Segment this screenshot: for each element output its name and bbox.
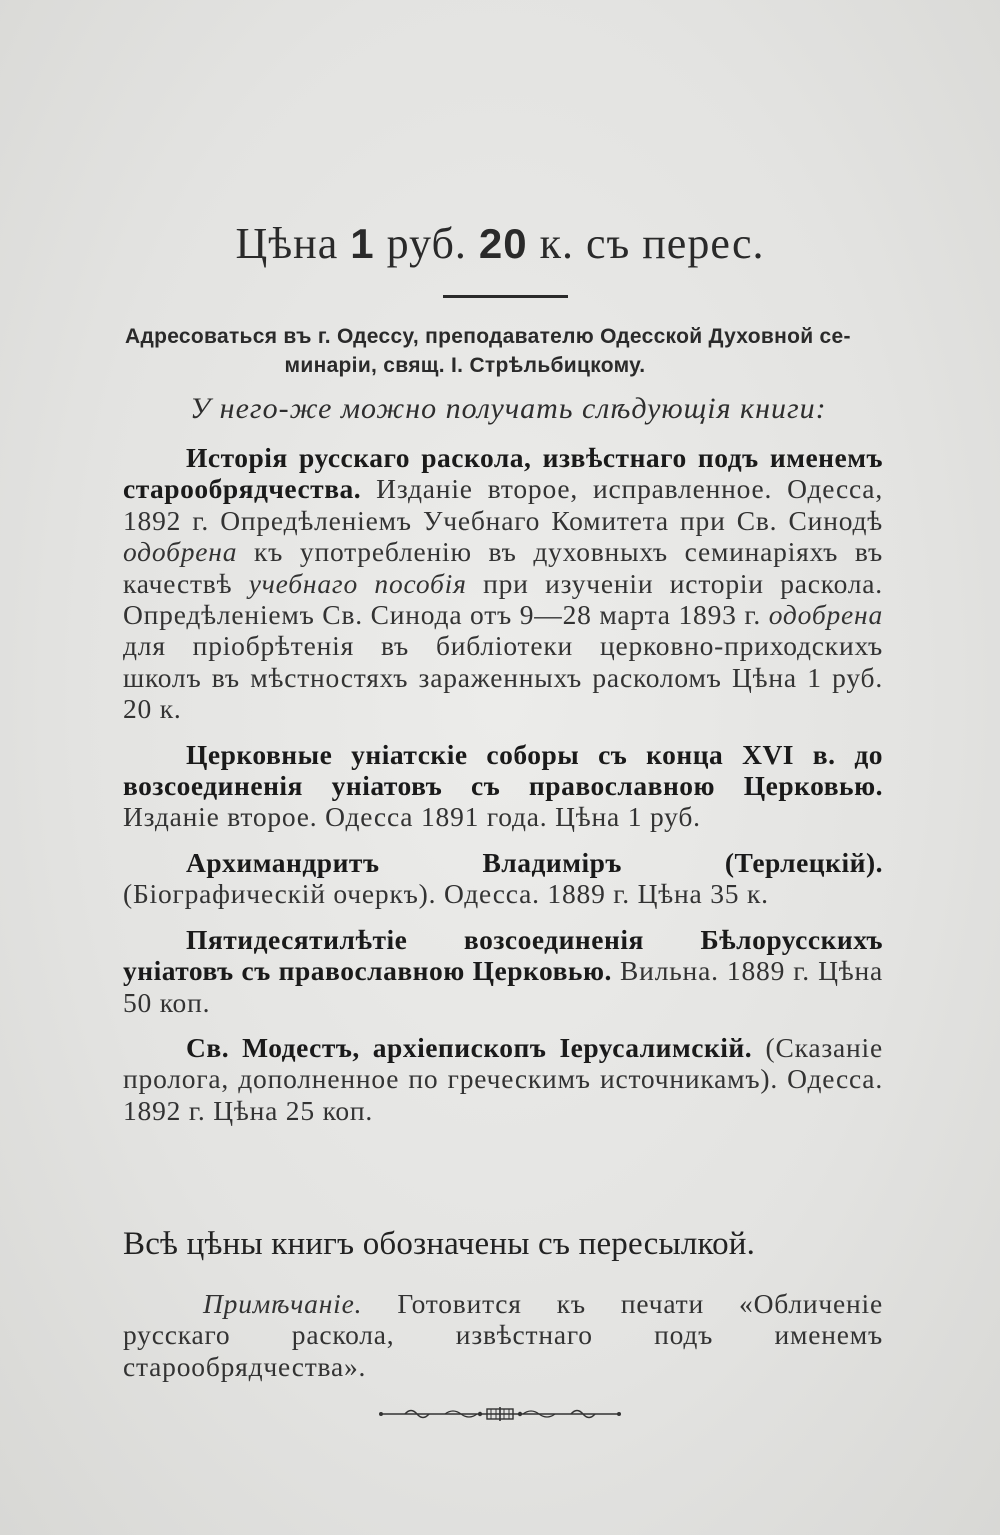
book-text: Изданіе второе. Одесса 1891 года. Цѣна 1 руб. — [123, 801, 701, 833]
note-block — [123, 1288, 883, 1382]
book-title: Пятидесятилѣтіе возсоединенія Бѣлорусскихъ уніатовъ съ православною Церковью. — [123, 923, 883, 987]
book-text: къ употребленію въ духовныхъ семинаріяхъ въ качествѣ — [123, 536, 883, 599]
address-block — [125, 322, 885, 380]
book-text: Вильна. 1889 г. Цѣна 50 коп. — [123, 955, 883, 1018]
book-entry — [123, 847, 883, 910]
address-line-1: Адресоваться въ г. Одессу, преподавателю Одесской Духовной се- — [125, 325, 851, 348]
book-text: для пріобрѣтенія въ библіотеки церковно-приходскихъ школъ въ мѣстностяхъ зараженныхъ расколомъ Цѣна 1 руб. 20 к. — [123, 630, 883, 725]
book-entry — [123, 1032, 883, 1126]
note-text: Готовится къ печати «Обличеніе русскаго раскола, извѣстнаго подъ именемъ старообрядчества». — [123, 1288, 883, 1382]
book-emphasis: учебнаго пособія — [248, 567, 467, 599]
price-suffix: к. съ перес. — [527, 219, 765, 268]
book-entry — [123, 442, 883, 725]
price-line — [0, 218, 1000, 269]
book-entry — [123, 739, 883, 833]
price-prefix: Цѣна — [235, 219, 351, 268]
all-prices-notice: Всѣ цѣны книгъ обозначены съ пересылкой. — [123, 1226, 756, 1262]
book-title: Церковные уніатскіе соборы съ конца XVI в. до возсоединенія уніатовъ съ православною Церковью. — [123, 738, 883, 802]
book-emphasis: одобрена — [123, 536, 238, 568]
divider-rule — [443, 295, 568, 298]
book-list — [123, 442, 883, 1140]
book-text: (Сказаніе пролога, дополненное по греческимъ источникамъ). Одесса. 1892 г. Цѣна 25 коп. — [123, 1031, 883, 1126]
book-title: Архимандритъ Владиміръ (Терлецкій). — [186, 846, 883, 878]
price-rub: руб. — [374, 219, 479, 268]
book-text: (Біографическій очеркъ). Одесса. 1889 г. Цѣна 35 к. — [123, 878, 769, 910]
book-emphasis: одобрена — [768, 599, 883, 631]
book-text: при изученіи исторіи раскола. Опредѣленіемъ Св. Синода отъ 9—28 марта 1893 г. — [123, 567, 883, 631]
price-rub-number: 1 — [350, 220, 375, 267]
book-title: Св. Модестъ, архіепископъ Іерусалимскій. — [186, 1031, 753, 1063]
note-label: Примѣчаніе. — [203, 1288, 363, 1319]
book-title: Исторія русскаго раскола, извѣстнаго подъ именемъ старообрядчества. — [123, 442, 883, 505]
book-entry — [123, 924, 883, 1018]
price-kop-number: 20 — [478, 220, 528, 267]
subheading: У него-же можно получать слѣдующія книги: — [190, 392, 827, 425]
ornament-flourish — [375, 1402, 625, 1426]
book-text: Изданіе второе, исправленное. Одесса, 1892 г. Опредѣленіемъ Учебнаго Комитета при Св. Синодѣ — [123, 473, 883, 536]
address-line-2: минаріи, свящ. І. Стрѣльбицкому. — [284, 354, 646, 377]
